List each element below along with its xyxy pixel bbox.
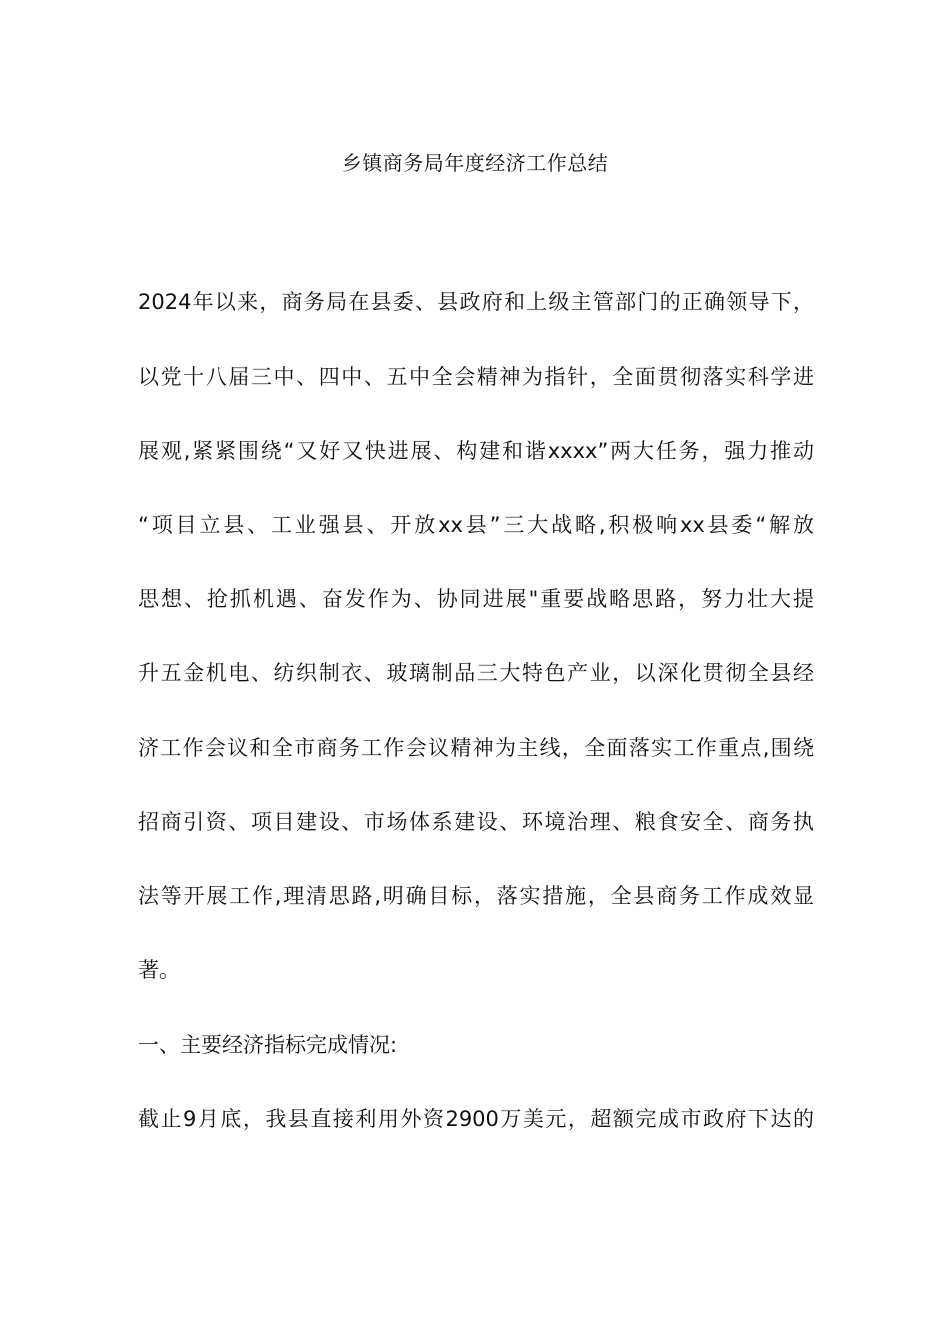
- body-line: 济工作会议和全市商务工作会议精神为主线，全面落实工作重点,围绕: [138, 736, 814, 760]
- section-heading: 一、主要经济指标完成情况:: [138, 1033, 398, 1057]
- body-line: 以党十八届三中、四中、五中全会精神为指针，全面贯彻落实科学进: [138, 365, 814, 389]
- body-line: 2024年以来，商务局在县委、县政府和上级主管部门的正确领导下，: [138, 290, 814, 314]
- body-line: 思想、抢抓机遇、奋发作为、协同进展"重要战略思路，努力壮大提: [138, 587, 814, 611]
- body-line: 展观,紧紧围绕“又好又快进展、构建和谐xxxx”两大任务，强力推动: [138, 439, 814, 463]
- body-line: 截止9月底，我县直接利用外资2900万美元，超额完成市政府下达的: [138, 1107, 814, 1131]
- body-line: 法等开展工作,理清思路,明确目标，落实措施，全县商务工作成效显: [138, 884, 814, 908]
- body-line: 升五金机电、纺织制衣、玻璃制品三大特色产业，以深化贯彻全县经: [138, 661, 814, 685]
- body-line: “项目立县、工业强县、开放xx县”三大战略,积极响xx县委“解放: [138, 513, 814, 537]
- body-line: 著。: [138, 958, 180, 982]
- body-line: 招商引资、项目建设、市场体系建设、环境治理、粮食安全、商务执: [138, 810, 814, 834]
- document-title: 乡镇商务局年度经济工作总结: [341, 151, 609, 175]
